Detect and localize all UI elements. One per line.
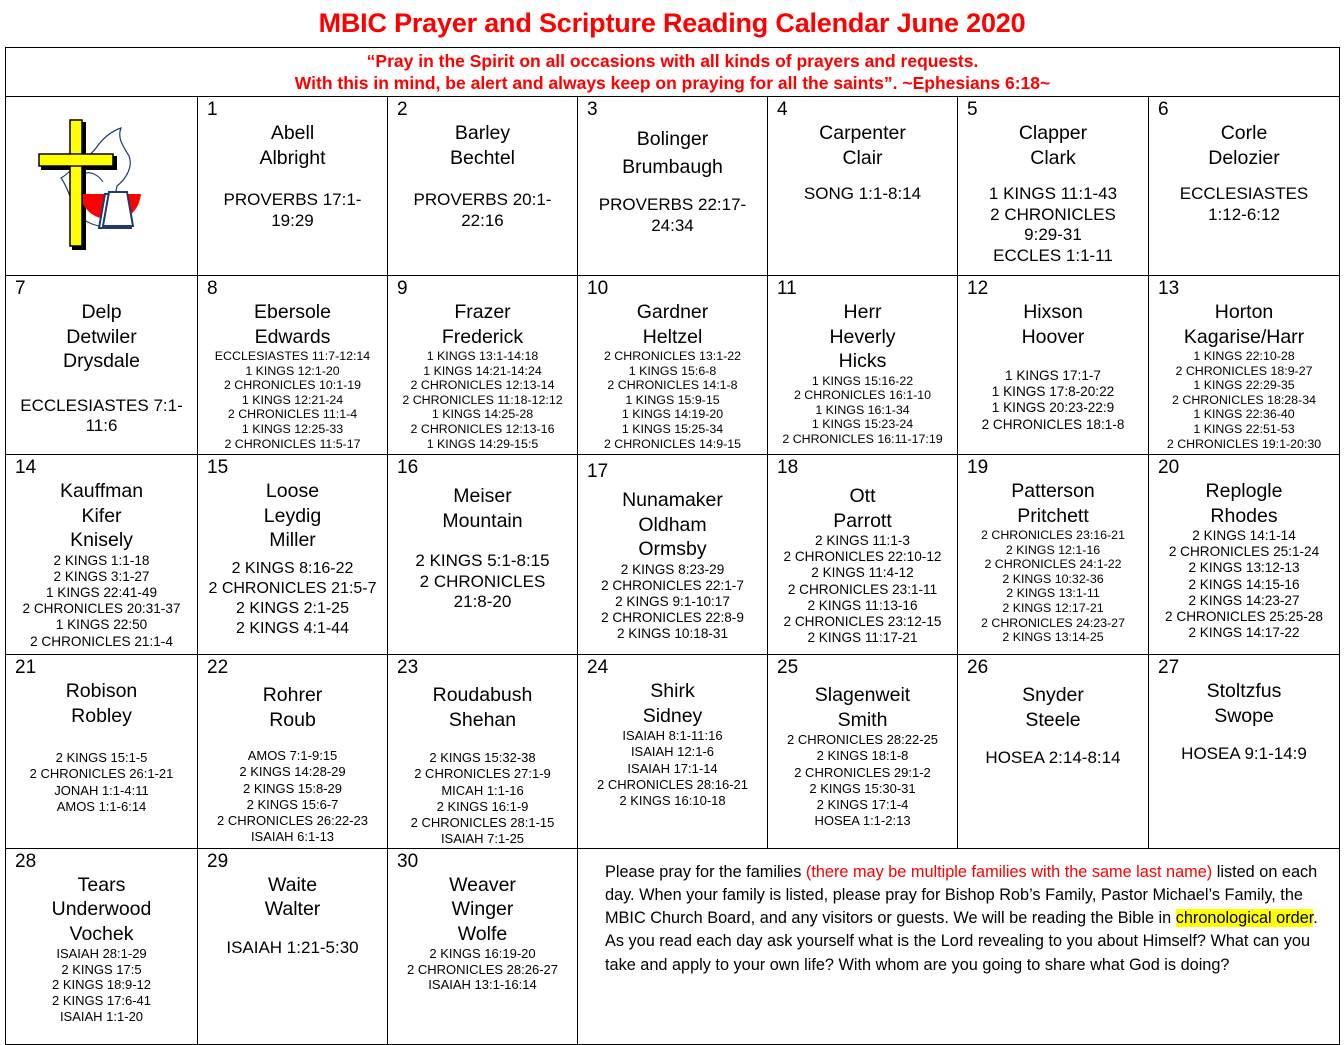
day-number: 26 — [967, 657, 989, 678]
reading: ISAIAH 6:1-13 — [250, 829, 335, 845]
day-number: 2 — [397, 99, 408, 120]
reading: 22:16 — [461, 210, 504, 230]
reading: 2 KINGS 17:1-4 — [816, 797, 909, 813]
reading: 2 KINGS 15:1-5 — [55, 750, 148, 765]
day-number: 27 — [1158, 657, 1180, 678]
family-name: Stoltzfus — [1206, 680, 1282, 702]
cross-dove-communion-logo-icon — [6, 97, 197, 275]
reading: ECCLESIASTES 7:1- — [20, 395, 183, 415]
day-number: 30 — [397, 850, 419, 872]
family-name: Kagarise/Harr — [1183, 325, 1305, 348]
day-cell-6 — [1149, 97, 1340, 276]
family-name: Knisely — [70, 529, 133, 551]
reading: 2 CHRONICLES 21:5-7 — [208, 579, 377, 597]
reading: 2 CHRONICLES 14:1-8 — [607, 378, 738, 393]
day-cell-21 — [6, 655, 198, 849]
day-cell-26 — [958, 655, 1149, 849]
reading: 1 KINGS 17:1-7 — [1005, 368, 1101, 383]
day-number: 21 — [15, 657, 37, 678]
reading: 2 CHRONICLES 26:1-21 — [29, 766, 174, 782]
day-cell-27 — [1149, 655, 1340, 849]
family-name: Drysdale — [63, 350, 140, 372]
reading: ISAIAH 13:1-16:14 — [428, 977, 537, 993]
family-name: Edwards — [254, 325, 331, 348]
family-name: Brumbaugh — [622, 156, 723, 178]
day-cell-19 — [958, 455, 1149, 655]
reading: 2 CHRONICLES 23:16-21 — [981, 528, 1125, 542]
day-number: 15 — [207, 457, 229, 478]
reading: 2 KINGS 15:6-7 — [246, 796, 339, 812]
day-cell-5 — [958, 97, 1149, 276]
family-name: Ormsby — [638, 538, 707, 560]
reading: 2 KINGS 11:1-3 — [815, 533, 910, 548]
family-name: Smith — [837, 708, 888, 731]
reading: 2 CHRONICLES 28:26-27 — [406, 961, 558, 977]
reading: 2 CHRONICLES 24:1-22 — [984, 557, 1122, 572]
day-cell-18 — [768, 455, 958, 655]
reading: 2 CHRONICLES 18:1-8 — [981, 416, 1125, 432]
reading: 2 CHRONICLES — [419, 571, 546, 591]
family-name: Frazer — [454, 301, 511, 323]
reading: 2 CHRONICLES 28:22-25 — [786, 732, 938, 747]
reading: 2 KINGS 10:18-31 — [616, 626, 729, 642]
reading: 1 KINGS 22:41-49 — [45, 584, 158, 600]
calendar-grid — [5, 47, 1340, 1045]
reading: ISAIAH 28:1-29 — [56, 946, 147, 962]
family-name: Hicks — [838, 350, 887, 372]
reading: 2 CHRONICLES 29:1-2 — [794, 764, 931, 780]
reading: 2 CHRONICLES 22:8-9 — [601, 610, 744, 626]
reading: 2 CHRONICLES 26:22-23 — [216, 813, 368, 829]
note-text: Please pray for the families — [605, 862, 806, 881]
reading: 1 KINGS 16:1-34 — [815, 402, 910, 417]
day-cell-17 — [578, 455, 768, 655]
family-name: Parrott — [833, 509, 892, 532]
reading: 2 KINGS 11:4-12 — [811, 565, 914, 581]
family-name: Rohrer — [262, 684, 323, 706]
family-name: Bolinger — [636, 128, 709, 150]
reading: 2 CHRONICLES 28:1-15 — [410, 815, 555, 831]
reading: 2 CHRONICLES 22:1-7 — [601, 577, 744, 593]
reading: 19:29 — [271, 210, 314, 230]
family-name: Clapper — [1018, 122, 1088, 144]
family-name: Weaver — [449, 873, 516, 896]
reading: PROVERBS 17:1- — [223, 190, 362, 209]
reading: 2 CHRONICLES 25:25-28 — [1165, 609, 1323, 625]
family-name: Roudabush — [432, 684, 533, 706]
reading: PROVERBS 20:1- — [413, 190, 552, 209]
reading: ISAIAH 1:1-20 — [59, 1008, 144, 1024]
reading: ECCLES 1:1-11 — [993, 245, 1113, 265]
day-number: 20 — [1158, 457, 1180, 478]
reading: ISAIAH 8:1-11:16 — [622, 728, 723, 743]
reading: 2 CHRONICLES 16:1-10 — [793, 388, 932, 403]
family-name: Waite — [267, 873, 318, 896]
day-number: 9 — [397, 278, 408, 299]
reading: 1 KINGS 15:23-24 — [811, 417, 914, 432]
reading: AMOS 7:1-9:15 — [247, 748, 338, 763]
reading: 2 KINGS 14:1-14 — [1192, 528, 1296, 543]
reading: 2 CHRONICLES 21:1-4 — [30, 633, 173, 649]
scripture-banner — [6, 48, 1340, 97]
family-name: Hixson — [1023, 301, 1083, 323]
reading: 1 KINGS 22:10-28 — [1193, 349, 1295, 363]
family-name: Heverly — [829, 325, 896, 348]
reading: 2 KINGS 18:9-12 — [52, 977, 151, 993]
reading: 11:6 — [85, 416, 118, 435]
reading: 9:29-31 — [1024, 225, 1082, 244]
day-number: 11 — [777, 278, 797, 299]
family-name: Miller — [269, 529, 316, 551]
reading: 2 KINGS 16:1-9 — [436, 798, 529, 814]
reading: 2 KINGS 11:17-21 — [807, 630, 918, 646]
reading: 1 KINGS 12:1-20 — [245, 363, 340, 378]
day-number: 23 — [397, 657, 419, 678]
reading: 2 KINGS 12:1-16 — [1005, 542, 1101, 557]
reading: ECCLESIASTES 11:7-12:14 — [214, 349, 371, 363]
day-number: 19 — [967, 457, 989, 478]
family-name: Heltzel — [642, 325, 703, 348]
day-cell-14 — [6, 455, 198, 655]
day-number: 6 — [1158, 99, 1169, 120]
week-row-3 — [6, 455, 1340, 655]
reading: 2 CHRONICLES 28:16-21 — [596, 776, 748, 792]
family-name: Ebersole — [254, 301, 331, 323]
reading: SONG 1:1-8:14 — [803, 184, 922, 203]
reading: 2 CHRONICLES 16:11-17:19 — [782, 431, 943, 446]
family-name: Roub — [269, 708, 316, 731]
reading: 2 CHRONICLES 25:1-24 — [1168, 544, 1320, 560]
reading: 2 CHRONICLES 18:28-34 — [1172, 392, 1316, 407]
reading: ISAIAH 1:21-5:30 — [226, 937, 359, 957]
family-name: Robley — [71, 704, 132, 727]
family-name: Hoover — [1021, 325, 1085, 348]
reading: 2 KINGS 16:10-18 — [619, 793, 726, 809]
reading: 2 CHRONICLES 27:1-9 — [414, 766, 551, 782]
day-number: 12 — [967, 278, 989, 299]
family-name: Delp — [81, 301, 122, 323]
reading: 2 CHRONICLES 19:1-20:30 — [1166, 436, 1322, 451]
family-name: Rhodes — [1210, 504, 1278, 527]
reading: 2 KINGS 10:32-36 — [1002, 571, 1104, 586]
family-name: Clark — [1030, 146, 1076, 169]
day-number: 13 — [1158, 278, 1180, 299]
family-name: Bechtel — [449, 146, 516, 169]
family-name: Kifer — [81, 504, 122, 527]
reading: 2 KINGS 14:17-22 — [1188, 625, 1300, 641]
day-cell-13 — [1149, 276, 1340, 455]
reading: 2 KINGS 18:1-8 — [816, 748, 909, 764]
reading: 2 CHRONICLES 11:5-17 — [224, 436, 361, 451]
reading: 24:34 — [651, 215, 694, 235]
logo-cell — [6, 97, 198, 276]
family-name: Detwiler — [66, 325, 137, 348]
family-name: Walter — [264, 898, 321, 921]
reading: 1:12-6:12 — [1208, 204, 1280, 224]
reading: 1 KINGS 15:16-22 — [811, 373, 914, 388]
note-red-text: (there may be multiple families with the same last name) — [805, 862, 1213, 881]
family-name: Carpenter — [819, 122, 906, 144]
reading: 2 KINGS 13:12-13 — [1188, 560, 1300, 576]
family-name: Ott — [849, 485, 876, 507]
family-name: Corle — [1220, 122, 1268, 144]
family-name: Herr — [843, 301, 882, 323]
week-row-4 — [6, 655, 1340, 849]
reading: 2 CHRONICLES 23:12-15 — [783, 614, 942, 630]
family-name: Leydig — [263, 504, 322, 527]
prayer-instructions-note — [578, 848, 1340, 1044]
reading: 2 CHRONICLES 14:9-15 — [603, 436, 742, 451]
family-name: Pritchett — [1017, 504, 1089, 527]
reading: 2 KINGS 1:1-18 — [53, 552, 150, 568]
reading: 1 KINGS 20:23-22:9 — [991, 400, 1115, 416]
reading: 2 KINGS 11:13-16 — [807, 597, 918, 613]
family-name: Abell — [270, 122, 315, 144]
note-highlighted-text: chronological order — [1175, 909, 1314, 928]
family-name: Barley — [454, 122, 511, 144]
day-number: 14 — [15, 457, 37, 478]
day-cell-30 — [388, 848, 578, 1044]
reading: 2 CHRONICLES 22:10-12 — [783, 549, 942, 565]
reading: 1 KINGS 22:50 — [55, 617, 148, 633]
reading: 2 CHRONICLES 23:1-11 — [787, 581, 938, 597]
day-cell-11 — [768, 276, 958, 455]
reading: 2 KINGS 17:6-41 — [52, 993, 151, 1009]
reading: 1 KINGS 14:19-20 — [621, 407, 724, 422]
family-name: Kauffman — [59, 480, 144, 502]
reading: ISAIAH 12:1-6 — [630, 744, 715, 760]
day-number: 25 — [777, 657, 799, 678]
day-number: 16 — [397, 457, 419, 478]
family-name: Slagenweit — [814, 684, 911, 706]
day-cell-23 — [388, 655, 578, 849]
reading: 1 KINGS 12:21-24 — [241, 392, 344, 407]
reading: 2 KINGS 17:5 — [61, 961, 142, 977]
family-name: Swope — [1214, 704, 1274, 727]
reading: 2 KINGS 2:1-25 — [236, 599, 349, 617]
reading: 1 KINGS 14:29-15:5 — [426, 436, 539, 451]
day-cell-3 — [578, 97, 768, 276]
family-name: Horton — [1214, 301, 1274, 323]
verse-line-2: With this in mind, be alert and always keep on praying for all the saints”. ~Ephesians 6:18~ — [294, 73, 1051, 93]
reading: ISAIAH 17:1-14 — [627, 760, 718, 776]
reading: 2 CHRONICLES 12:13-14 — [410, 378, 555, 393]
day-number: 10 — [587, 278, 609, 299]
reading: 2 KINGS 15:30-31 — [809, 780, 916, 796]
day-number: 29 — [207, 850, 229, 872]
reading: 2 KINGS 15:8-29 — [243, 780, 342, 796]
week-row-2 — [6, 276, 1340, 455]
family-name: Robison — [65, 680, 138, 702]
reading: 2 CHRONICLES 20:31-37 — [22, 601, 181, 617]
reading: 2 CHRONICLES 12:13-16 — [410, 421, 555, 436]
day-number: 17 — [587, 461, 609, 482]
reading: 2 CHRONICLES 11:1-4 — [227, 407, 358, 422]
family-name: Loose — [265, 480, 320, 502]
family-name: Vochek — [69, 922, 134, 945]
reading: 2 CHRONICLES 13:1-22 — [603, 349, 742, 363]
day-cell-9 — [388, 276, 578, 455]
family-name: Frederick — [441, 325, 524, 348]
day-number: 22 — [207, 657, 229, 678]
reading: 2 KINGS 14:23-27 — [1188, 592, 1300, 608]
family-name: Clair — [842, 146, 883, 169]
reading: 2 KINGS 15:32-38 — [429, 750, 536, 765]
family-name: Nunamaker — [622, 489, 723, 511]
day-cell-29 — [198, 848, 388, 1044]
reading: 21:8-20 — [453, 592, 512, 611]
reading: 1 KINGS 12:25-33 — [241, 421, 344, 436]
day-number: 5 — [967, 99, 978, 120]
day-cell-10 — [578, 276, 768, 455]
day-cell-28 — [6, 848, 198, 1044]
reading: 1 KINGS 15:6-8 — [628, 363, 717, 378]
reading: 1 KINGS 15:9-15 — [625, 392, 720, 407]
day-cell-16 — [388, 455, 578, 655]
family-name: Steele — [1025, 708, 1081, 731]
day-cell-25 — [768, 655, 958, 849]
day-number: 28 — [15, 850, 37, 872]
day-cell-20 — [1149, 455, 1340, 655]
family-name: Patterson — [1011, 480, 1095, 502]
reading: HOSEA 9:1-14:9 — [1181, 744, 1307, 763]
reading: 1 KINGS 13:1-14:18 — [426, 349, 539, 363]
family-name: Winger — [451, 898, 514, 921]
reading: 2 KINGS 4:1-44 — [236, 619, 349, 637]
day-number: 4 — [777, 99, 788, 120]
day-cell-15 — [198, 455, 388, 655]
reading: 1 KINGS 15:25-34 — [621, 421, 724, 436]
day-cell-24 — [578, 655, 768, 849]
family-name: Shirk — [650, 680, 695, 702]
reading: 2 KINGS 14:28-29 — [239, 764, 346, 780]
day-number: 3 — [587, 99, 598, 120]
day-cell-4 — [768, 97, 958, 276]
reading: ECCLESIASTES — [1179, 184, 1309, 203]
family-name: Gardner — [636, 301, 709, 323]
day-number: 8 — [207, 278, 218, 299]
reading: 2 CHRONICLES 11:18-12:12 — [402, 392, 563, 407]
family-name: Albright — [259, 146, 326, 169]
reading: 2 KINGS 8:16-22 — [231, 559, 354, 577]
reading: 1 KINGS 22:51-53 — [1193, 421, 1295, 436]
week-row-5 — [6, 848, 1340, 1044]
day-cell-2 — [388, 97, 578, 276]
reading: 2 KINGS 5:1-8:15 — [415, 551, 550, 570]
family-name: Underwood — [51, 898, 152, 921]
reading: 2 KINGS 13:14-25 — [1002, 630, 1104, 645]
family-name: Oldham — [638, 513, 707, 536]
reading: 2 CHRONICLES 18:9-27 — [1175, 363, 1313, 378]
reading: AMOS 1:1-6:14 — [56, 798, 147, 814]
family-name: Shehan — [448, 708, 517, 731]
week-row-1 — [6, 97, 1340, 276]
reading: 2 KINGS 9:1-10:17 — [615, 593, 730, 609]
family-name: Delozier — [1208, 146, 1280, 169]
family-name: Tears — [77, 873, 126, 896]
day-cell-7 — [6, 276, 198, 455]
reading: PROVERBS 22:17- — [598, 195, 747, 214]
day-number: 1 — [207, 99, 218, 120]
day-number: 18 — [777, 457, 799, 478]
reading: 1 KINGS 14:25-28 — [431, 407, 534, 422]
family-name: Sidney — [642, 704, 703, 727]
reading: 1 KINGS 22:36-40 — [1193, 407, 1295, 422]
day-number: 7 — [15, 278, 26, 299]
reading: 2 KINGS 12:17-21 — [1002, 600, 1104, 615]
reading: 2 KINGS 3:1-27 — [53, 568, 150, 584]
reading: 1 KINGS 17:8-20:22 — [991, 384, 1115, 400]
reading: HOSEA 1:1-2:13 — [814, 813, 911, 829]
reading: MICAH 1:1-16 — [441, 782, 524, 798]
reading: 2 KINGS 16:19-20 — [429, 946, 536, 962]
day-number: 24 — [587, 657, 609, 678]
reading: 2 CHRONICLES 24:23-27 — [981, 615, 1125, 630]
verse-line-1: “Pray in the Spirit on all occasions with all kinds of prayers and requests. — [366, 51, 979, 71]
reading: HOSEA 2:14-8:14 — [985, 748, 1121, 767]
reading: 2 CHRONICLES 10:1-19 — [223, 378, 362, 393]
page-title: MBIC Prayer and Scripture Reading Calendar June 2020 — [318, 8, 1026, 38]
family-name: Replogle — [1205, 480, 1283, 502]
day-cell-22 — [198, 655, 388, 849]
reading: 1 KINGS 14:21-14:24 — [423, 363, 542, 378]
reading: 2 KINGS 8:23-29 — [620, 561, 725, 577]
reading: JONAH 1:1-4:11 — [54, 782, 149, 798]
family-name: Meiser — [453, 485, 512, 507]
family-name: Snyder — [1022, 684, 1084, 706]
family-name: Wolfe — [457, 922, 508, 945]
reading: ISAIAH 7:1-25 — [440, 831, 525, 847]
reading: 1 KINGS 22:29-35 — [1193, 378, 1295, 393]
note-text: . As you read each day ask yourself what is the Lord revealing to you about Himself? What can you take and apply to your own life? With whom are you going to share what God is doing? — [605, 909, 1318, 974]
reading: 2 KINGS 14:15-16 — [1188, 576, 1300, 592]
day-cell-8 — [198, 276, 388, 455]
day-cell-1 — [198, 97, 388, 276]
reading: 2 CHRONICLES — [990, 204, 1116, 224]
note-text: listed on each day. When your family is listed, please pray for Bishop Rob’s Family, Pastor Michael’s Family, the MBIC Church Board, and any visitors or guests. We will be reading the Bible in — [605, 862, 1318, 928]
day-cell-12 — [958, 276, 1149, 455]
reading: 2 KINGS 13:1-11 — [1006, 586, 1100, 601]
reading: 1 KINGS 11:1-43 — [988, 184, 1118, 203]
family-name: Mountain — [442, 509, 523, 532]
